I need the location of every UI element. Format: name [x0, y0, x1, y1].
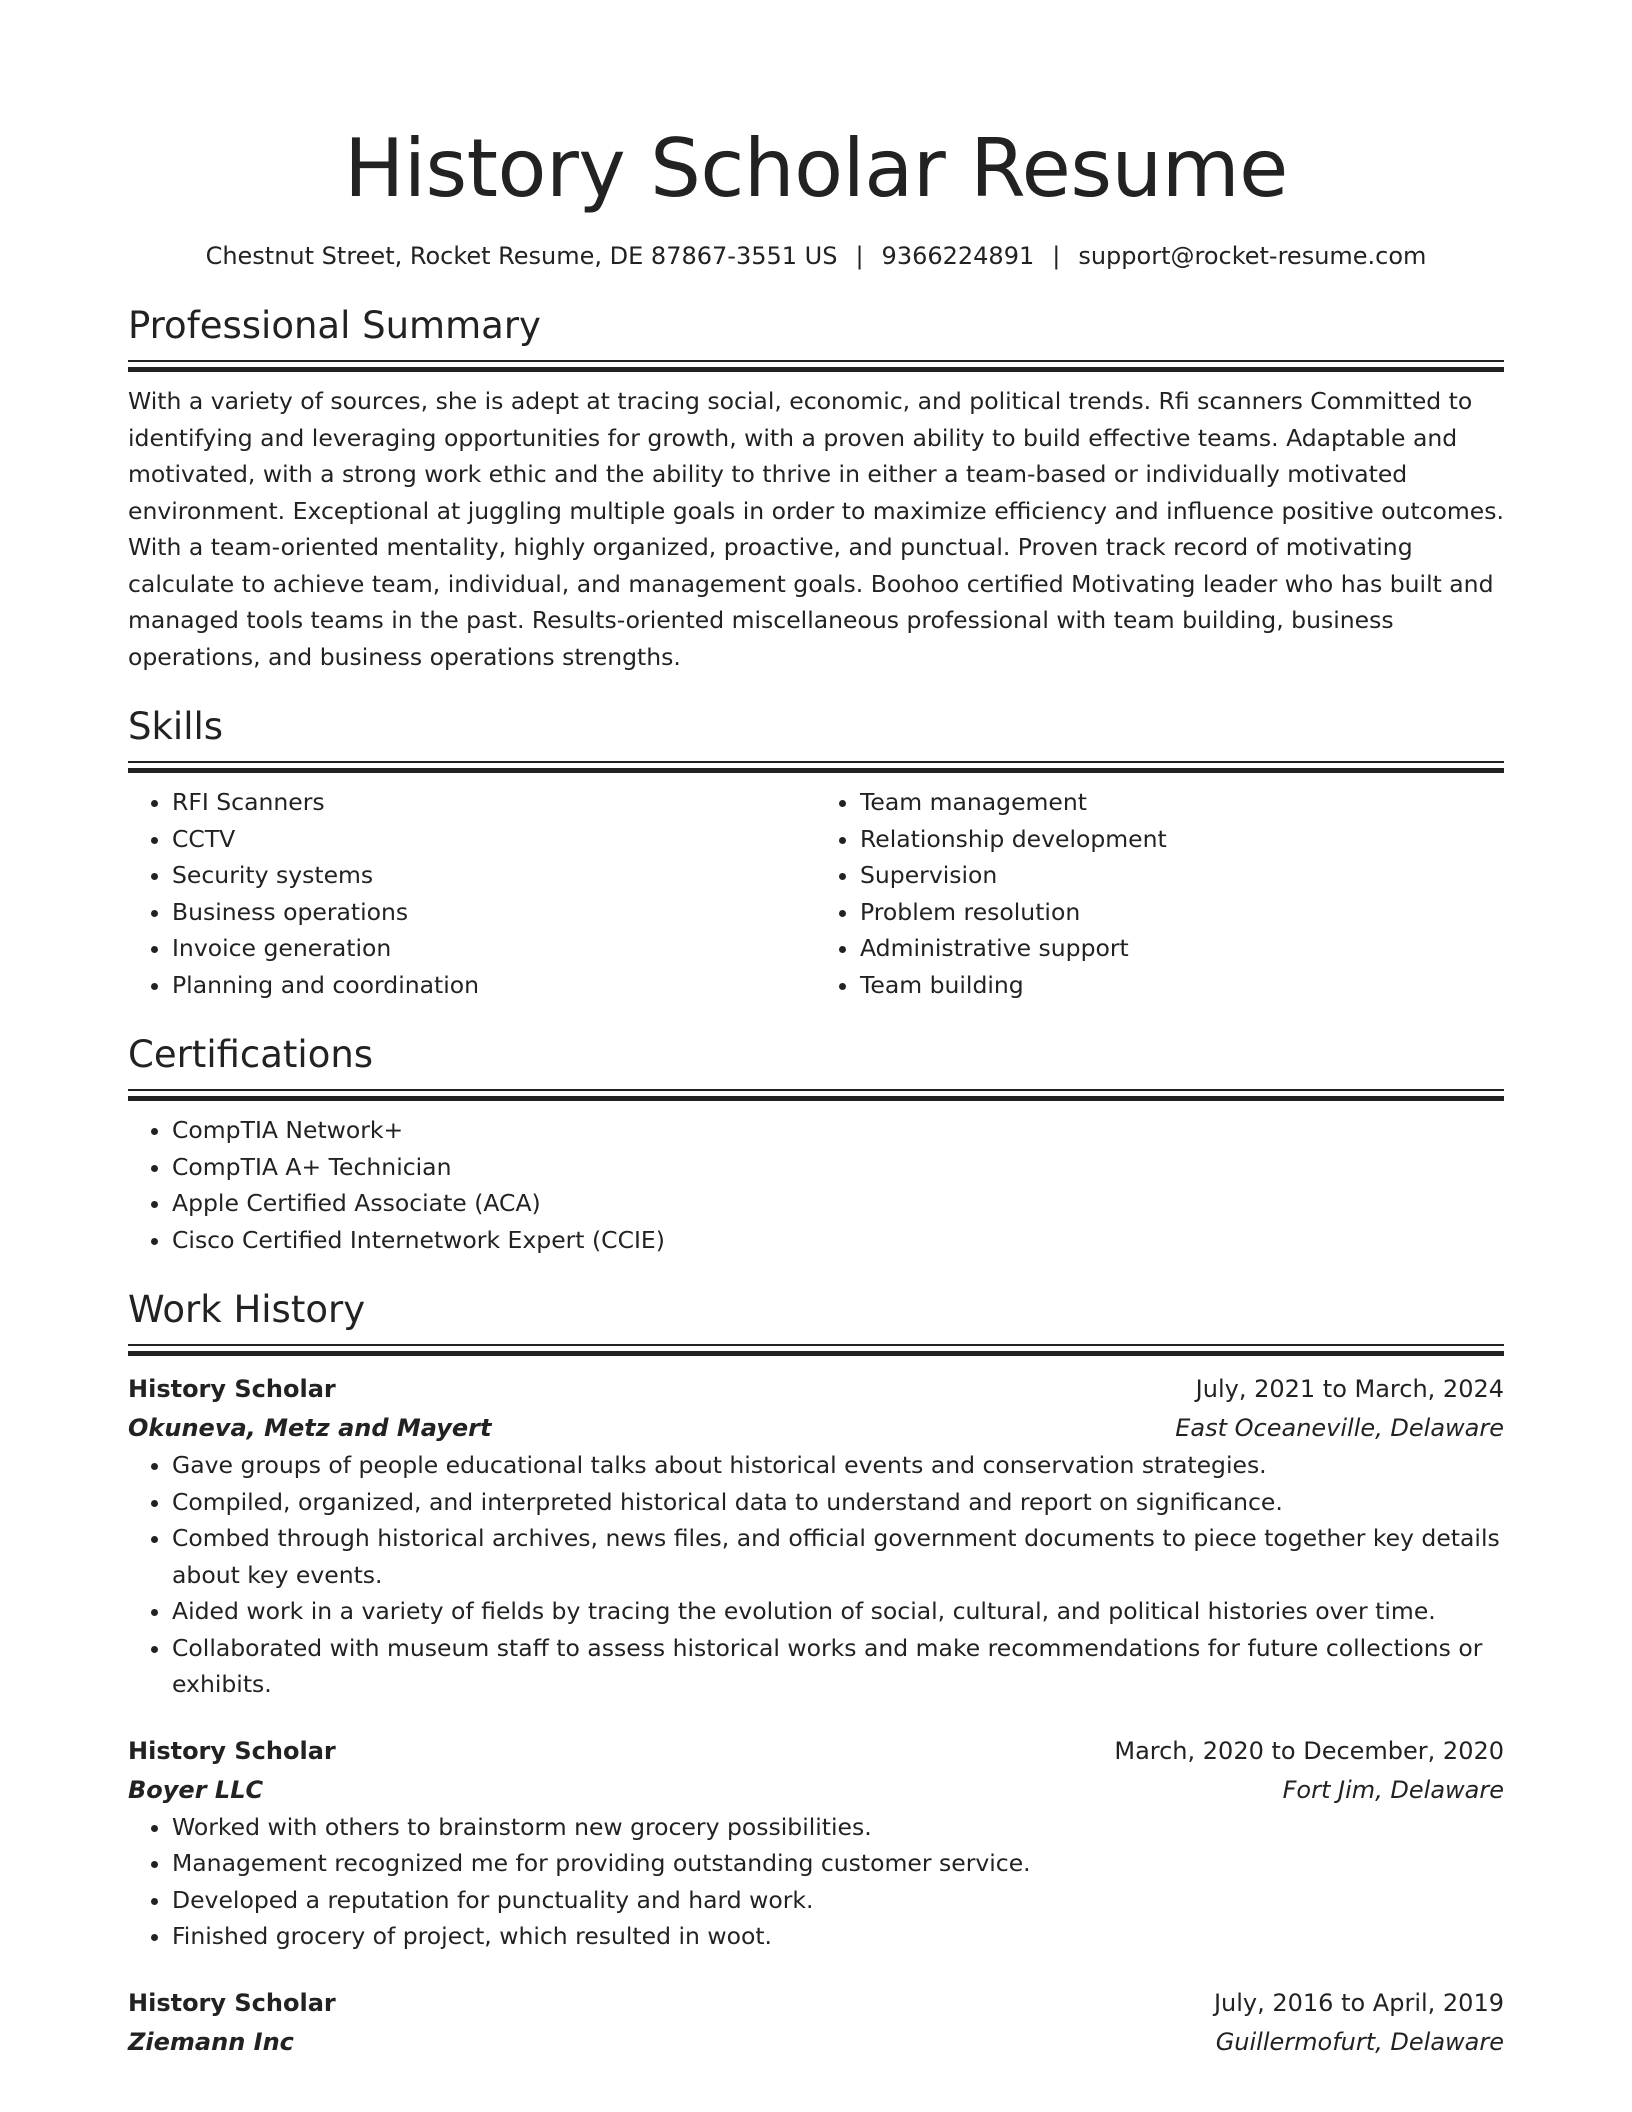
skill-item: • CCTV: [172, 821, 816, 858]
job-dates: July, 2016 to April, 2019: [1213, 1988, 1504, 2017]
certification-item: • Apple Certified Associate (ACA): [172, 1185, 1504, 1222]
job-entry: [128, 1369, 1504, 1703]
skill-item: • Team management: [860, 784, 1504, 821]
address: Chestnut Street, Rocket Resume, DE 87867-3551 US: [205, 242, 838, 270]
job-entry: [128, 1731, 1504, 1955]
section-heading-skills: Skills: [128, 705, 224, 748]
work-history-section: [128, 1286, 1504, 2061]
section-rule: [128, 1089, 1504, 1100]
job-bullet: • Worked with others to brainstorm new grocery possibilities.: [172, 1809, 1504, 1846]
job-bullet: • Compiled, organized, and interpreted historical data to understand and report on significance.: [172, 1484, 1504, 1521]
skill-item: • Relationship development: [860, 821, 1504, 858]
section-rule: [128, 761, 1504, 772]
contact-line: [128, 240, 1504, 272]
skill-item: • Team building: [860, 967, 1504, 1004]
job-subheader: [128, 1409, 1504, 1447]
section-rule: [128, 360, 1504, 371]
section-heading-certifications: Certifications: [128, 1033, 374, 1076]
skill-item: • Supervision: [860, 857, 1504, 894]
job-bullets: [128, 1447, 1504, 1703]
company-name: Okuneva, Metz and Mayert: [128, 1414, 492, 1442]
job-bullet: • Aided work in a variety of fields by tracing the evolution of social, cultural, and political histories over time.: [172, 1593, 1504, 1630]
skill-item: • Planning and coordination: [172, 967, 816, 1004]
summary-text: With a variety of sources, she is adept at tracing social, economic, and political trends. Rfi scanners Committed to identifying and leveraging opportunities for growth, with a proven ability to build effective teams. Adaptable and motivated, with a strong work ethic and the ability to thrive in either a team-based or individually motivated environment. Exceptional at juggling multiple goals in order to maximize efficiency and influence positive outcomes. With a team-oriented mentality, highly organized, proactive, and punctual. Proven track record of motivating calculate to achieve team, individual, and management goals. Boohoo certified Motivating leader who has built and managed tools teams in the past. Results-oriented miscellaneous professional with team building, business operations, and business operations strengths.: [128, 387, 1504, 671]
job-title: History Scholar: [128, 1988, 336, 2017]
resume-title: History Scholar Resume: [344, 122, 1288, 215]
skills-columns: [128, 784, 1504, 1003]
skills-column-left: [128, 784, 816, 1003]
skill-item: • Administrative support: [860, 930, 1504, 967]
separator: |: [855, 242, 864, 270]
job-header: [128, 1983, 1504, 2023]
job-bullet: • Developed a reputation for punctuality and hard work.: [172, 1882, 1504, 1919]
company-name: Ziemann Inc: [128, 2027, 294, 2056]
job-bullet: • Gave groups of people educational talks about historical events and conservation strategies.: [172, 1447, 1504, 1484]
job-bullet: • Collaborated with museum staff to assess historical works and make recommendations for future collections or exhibits.: [172, 1630, 1504, 1703]
certification-item: • CompTIA A+ Technician: [172, 1149, 1504, 1186]
job-location: Guillermofurt, Delaware: [1215, 2027, 1504, 2056]
job-location: East Oceaneville, Delaware: [1175, 1414, 1504, 1442]
certification-item: • Cisco Certified Internetwork Expert (CCIE): [172, 1222, 1504, 1259]
certification-item: • CompTIA Network+: [172, 1112, 1504, 1149]
job-bullet: • Management recognized me for providing outstanding customer service.: [172, 1845, 1504, 1882]
email-link[interactable]: support@rocket-resume.com: [1078, 242, 1427, 270]
skills-section: [128, 703, 1504, 1003]
phone: 9366224891: [881, 242, 1035, 270]
job-header: [128, 1369, 1504, 1409]
company-name: Boyer LLC: [128, 1775, 264, 1804]
job-bullet: • Combed through historical archives, news files, and official government documents to piece together key details about key events.: [172, 1520, 1504, 1593]
job-dates: March, 2020 to December, 2020: [1114, 1736, 1504, 1765]
job-location: Fort Jim, Delaware: [1282, 1775, 1504, 1804]
job-entry: [128, 1983, 1504, 2061]
summary-section: [128, 302, 1504, 675]
job-title: History Scholar: [128, 1736, 336, 1765]
certifications-section: [128, 1031, 1504, 1258]
section-heading-summary: Professional Summary: [128, 304, 541, 347]
separator: |: [1052, 242, 1061, 270]
job-subheader: [128, 1771, 1504, 1809]
skill-item: • Business operations: [172, 894, 816, 931]
section-heading-work-history: Work History: [128, 1288, 366, 1331]
certifications-list: [128, 1112, 1504, 1258]
skill-item: • RFI Scanners: [172, 784, 816, 821]
section-rule: [128, 1344, 1504, 1355]
skill-item: • Security systems: [172, 857, 816, 894]
job-header: [128, 1731, 1504, 1771]
job-title: History Scholar: [128, 1375, 336, 1403]
skill-item: • Problem resolution: [860, 894, 1504, 931]
skills-column-right: [816, 784, 1504, 1003]
job-bullets: [128, 1809, 1504, 1955]
job-subheader: [128, 2023, 1504, 2061]
skill-item: • Invoice generation: [172, 930, 816, 967]
job-dates: July, 2021 to March, 2024: [1195, 1375, 1504, 1403]
job-bullet: • Finished grocery of project, which resulted in woot.: [172, 1918, 1504, 1955]
